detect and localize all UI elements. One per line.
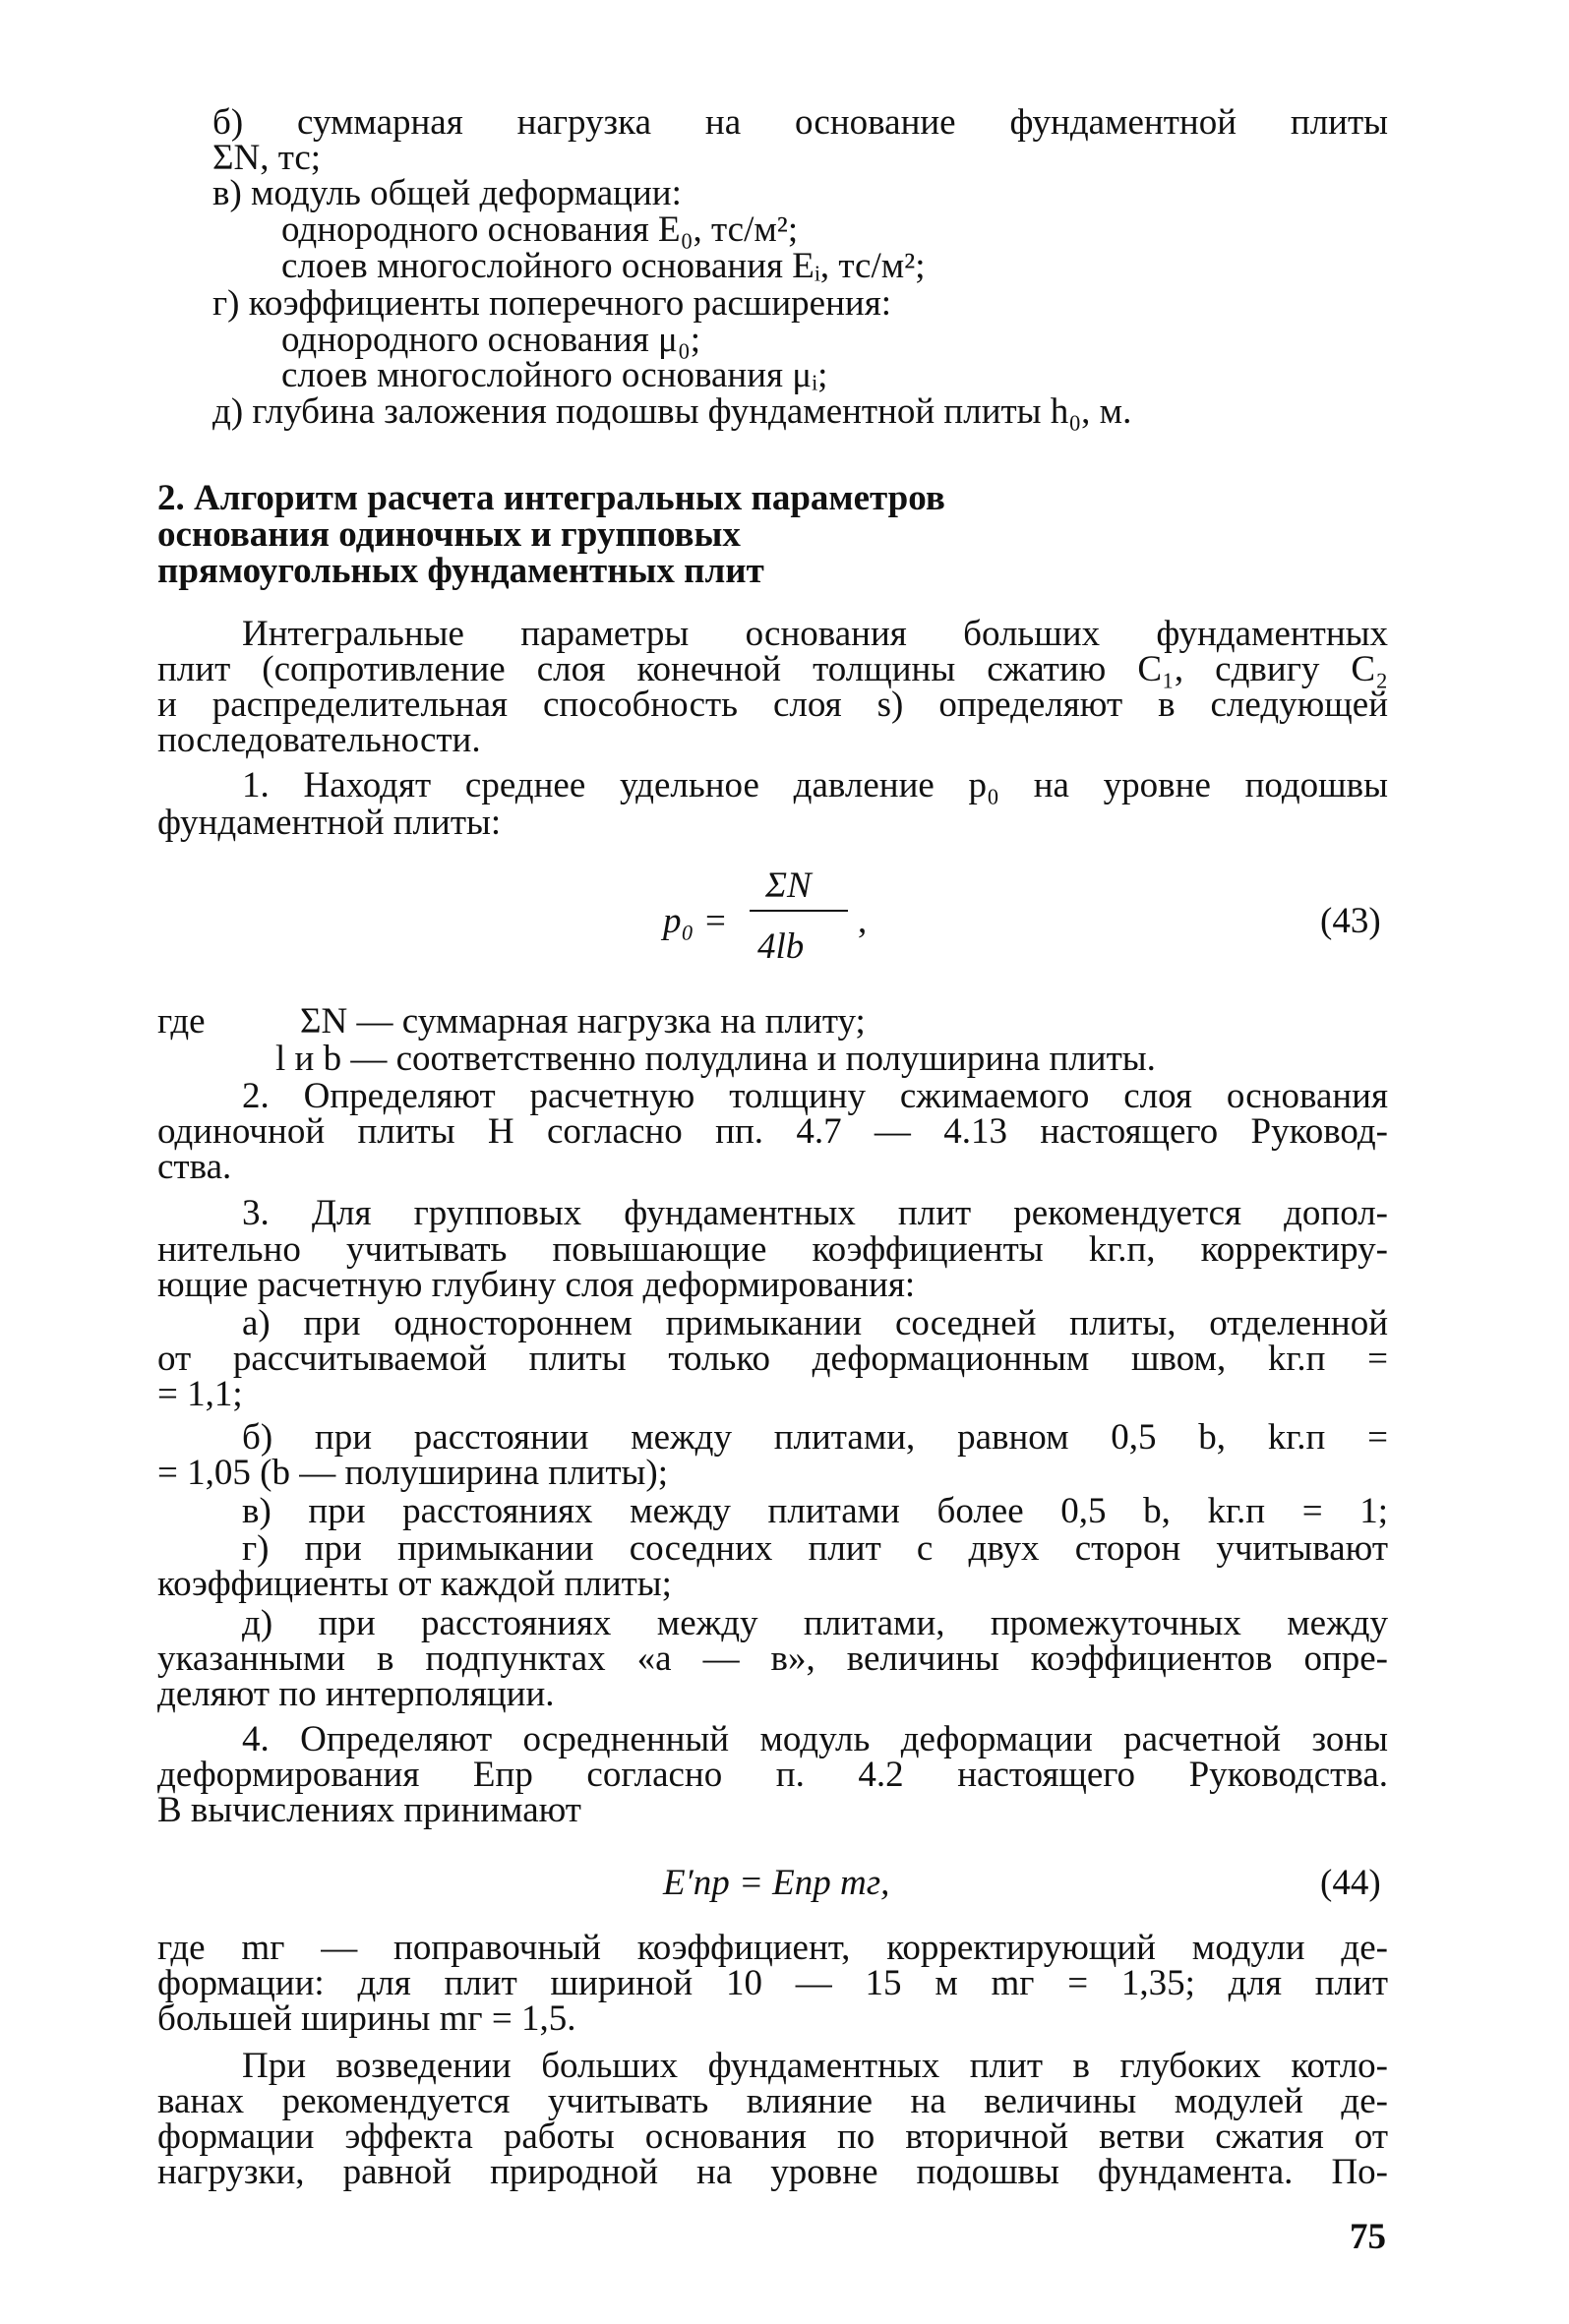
list-item-g-line1: г) коэффициенты поперечного расширения: — [212, 283, 891, 324]
step3-d-line2: указанными в подпунктах «а — в», величины коэффициентов опре- — [157, 1639, 1388, 1679]
step3-g-line1: г) при примыкании соседних плит с двух сторон учитывают — [242, 1528, 1388, 1569]
list-item-v-line1: в) модуль общей деформации: — [212, 173, 682, 213]
where44-line1: где mг — поправочный коэффициент, корректирующий модули де- — [157, 1928, 1388, 1968]
final-line4: нагрузки, равной природной на уровне подошвы фундамента. По- — [157, 2152, 1388, 2192]
list-item-b-line1: б) суммарная нагрузка на основание фундаментной плиты — [212, 102, 1388, 143]
step1-line1: 1. Находят среднее удельное давление p₀ на уровне подошвы — [242, 765, 1388, 805]
list-item-b-line2: ΣN, тс; — [212, 138, 322, 178]
step3-d-line1: д) при расстояниях между плитами, промежуточных между — [242, 1603, 1388, 1643]
formula-43-fraction-bar — [750, 910, 848, 912]
step3-g-line2: коэффициенты от каждой плиты; — [157, 1564, 672, 1604]
final-line2: ванах рекомендуется учитывать влияние на величины модулей де- — [157, 2081, 1388, 2121]
step3-line2: нительно учитывать повышающие коэффициенты kг.п, корректиру- — [157, 1229, 1388, 1270]
where43-line2: l и b — соответственно полудлина и полуширина плиты. — [275, 1039, 1156, 1079]
where43-line1: ΣN — суммарная нагрузка на плиту; — [300, 1001, 866, 1042]
intro-line1: Интегральные параметры основания больших фундаментных — [242, 614, 1388, 654]
step3-d-line3: деляют по интерполяции. — [157, 1674, 555, 1714]
intro-line4: последовательности. — [157, 720, 481, 760]
final-line1: При возведении больших фундаментных плит в глубоких котло- — [242, 2046, 1388, 2086]
intro-line2: плит (сопротивление слоя конечной толщины сжатию C₁, сдвигу C₂ — [157, 649, 1388, 689]
page-number: 75 — [1350, 2217, 1386, 2257]
section-heading-line1: 2. Алгоритм расчета интегральных параметров — [157, 478, 945, 518]
step3-line1: 3. Для групповых фундаментных плит рекомендуется допол- — [242, 1193, 1388, 1233]
step4-line1: 4. Определяют осредненный модуль деформации расчетной зоны — [242, 1719, 1388, 1759]
step1-line2: фундаментной плиты: — [157, 803, 502, 843]
list-item-v-line2: однородного основания E₀, тс/м²; — [281, 209, 799, 250]
where44-line3: большей ширины mг = 1,5. — [157, 1998, 576, 2039]
list-item-g-line2: однородного основания μ₀; — [281, 320, 701, 360]
formula-43-number: (43) — [1320, 901, 1381, 941]
step3-v-line1: в) при расстояниях между плитами более 0,5 b, kг.п = 1; — [242, 1491, 1388, 1531]
final-line3: формации эффекта работы основания по вторичной ветви сжатия от — [157, 2116, 1388, 2157]
where43-word: где — [157, 1001, 206, 1042]
step3-a-line3: = 1,1; — [157, 1374, 243, 1414]
step3-line3: ющие расчетную глубину слоя деформирования: — [157, 1265, 916, 1305]
step4-line2: деформирования Eпр согласно п. 4.2 настоящего Руководства. — [157, 1755, 1388, 1795]
step2-line1: 2. Определяют расчетную толщину сжимаемого слоя основания — [242, 1076, 1388, 1116]
list-item-g-line3: слоев многослойного основания μᵢ; — [281, 355, 828, 395]
intro-line3: и распределительная способность слоя s) определяют в следующей — [157, 685, 1388, 725]
formula-43-lhs: p₀ = — [663, 901, 728, 941]
formula-44-expression: E′пр = Eпр mг, — [663, 1863, 890, 1903]
step2-line3: ства. — [157, 1147, 232, 1187]
formula-43-comma: , — [858, 901, 868, 941]
section-heading-line2: основания одиночных и групповых — [157, 514, 741, 555]
step3-a-line1: а) при одностороннем примыкании соседней плиты, отделенной — [242, 1303, 1388, 1343]
step3-b-line1: б) при расстоянии между плитами, равном 0,5 b, kг.п = — [242, 1417, 1388, 1458]
step2-line2: одиночной плиты H согласно пп. 4.7 — 4.13 настоящего Руковод- — [157, 1111, 1388, 1152]
section-heading-line3: прямоугольных фундаментных плит — [157, 551, 764, 591]
formula-43-numerator: ΣN — [765, 865, 812, 906]
list-item-v-line3: слоев многослойного основания Eᵢ, тс/м²; — [281, 246, 926, 286]
formula-43-denominator: 4lb — [757, 926, 805, 967]
list-item-d-line1: д) глубина заложения подошвы фундаментной плиты h₀, м. — [212, 391, 1132, 432]
step3-b-line2: = 1,05 (b — полуширина плиты); — [157, 1453, 668, 1493]
where44-line2: формации: для плит шириной 10 — 15 м mг = 1,35; для плит — [157, 1963, 1388, 2003]
step4-line3: В вычислениях принимают — [157, 1790, 581, 1830]
formula-44-number: (44) — [1320, 1863, 1381, 1903]
step3-a-line2: от рассчитываемой плиты только деформационным швом, kг.п = — [157, 1339, 1388, 1379]
